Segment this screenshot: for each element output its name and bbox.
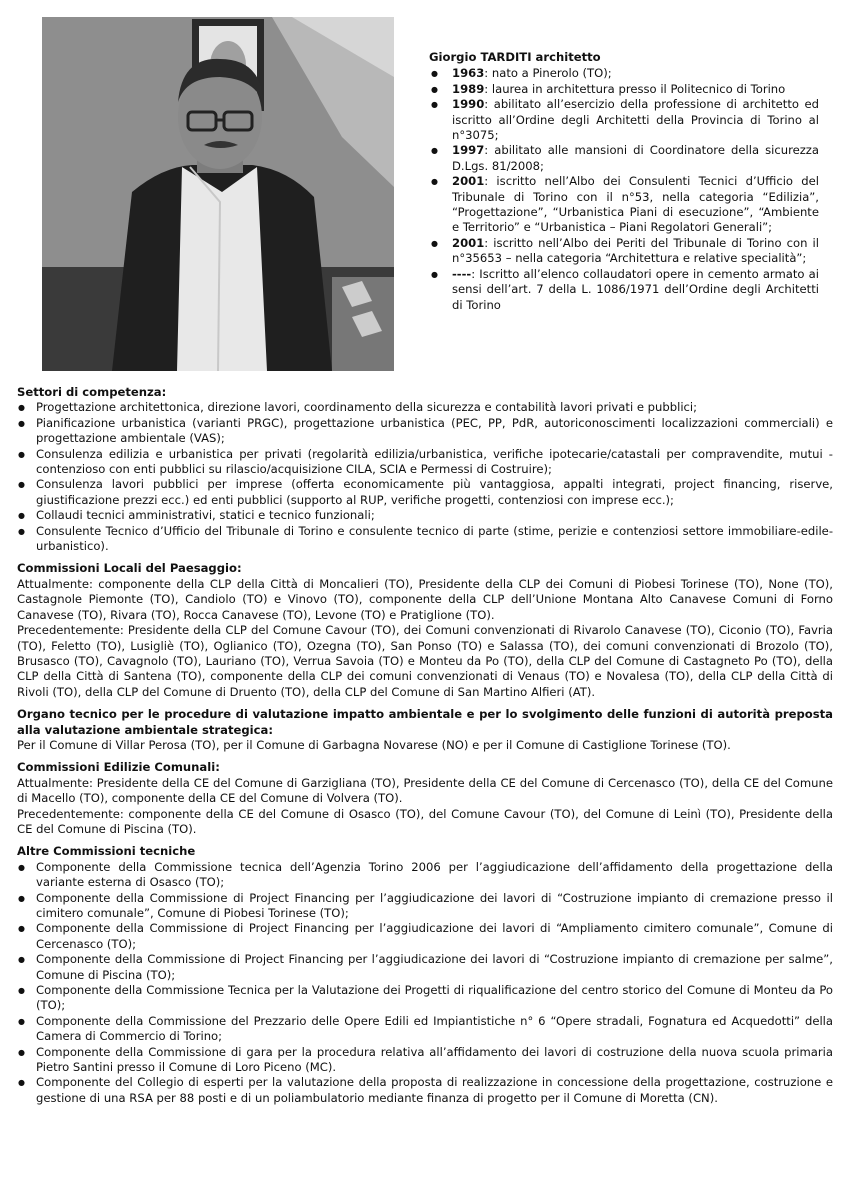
career-item <box>452 174 819 236</box>
career-text: : abilitato all’esercizio della professione di architetto ed iscritto all’Ordine degli Architetti della Provincia di Torino al n°3075; <box>452 97 819 143</box>
career-item <box>452 143 819 174</box>
list-item: ● Componente della Commissione di Project Financing per l’aggiudicazione dei lavori di “Costruzione impianto di cremazione per salme”, Comune di Piscina (TO); <box>36 952 833 983</box>
list-item: ● Progettazione architettonica, direzione lavori, coordinamento della sicurezza e contabilità lavori privati e pubblici; <box>36 400 833 415</box>
career-year: 2001 <box>452 174 485 189</box>
career-year: 1989 <box>452 81 485 96</box>
list-item: ● Componente della Commissione di Project Financing per l’aggiudicazione dei lavori di “Costruzione impianto di cremazione presso il cimitero comunale”, Comune di Piobesi Torinese (TO); <box>36 891 833 922</box>
career-item <box>452 236 819 267</box>
career-year: ---- <box>452 266 472 281</box>
career-year: 2001 <box>452 235 485 250</box>
list-item: ● Componente della Commissione del Prezzario delle Opere Edili ed Impiantistiche n° 6 “Opere stradali, Fognatura ed Acquedotti” della Camera di Commercio di Torino; <box>36 1014 833 1045</box>
career-text: : iscritto nell’Albo dei Consulenti Tecnici d’Ufficio del Tribunale di Torino con il n°53, nella categoria “Edilizia”, “Progettazione”, “Urbanistica Piani di esecuzione”, “Ambiente e Territorio” e “Urbanistica – Piani Regolatori Generali”; <box>452 174 819 235</box>
portrait-illustration <box>42 17 394 371</box>
career-year: 1963 <box>452 66 485 81</box>
paragraph: Precedentemente: Presidente della CLP del Comune Cavour (TO), dei Comuni convenzionati di Rivarolo Canavese (TO), Ciconio (TO), Favria (TO), Feletto (TO), Lusigliè (TO), Oglianico (TO), Ozegna (TO), San Ponso (TO) e Salassa (TO), dei comuni convenzionati di Brozolo (TO), Brusasco (TO), Cavagnolo (TO), Lauriano (TO), Verrua Savoia (TO) e Monteu da Po (TO), della CLP del Comune di Castagneto Po (TO), della CLP della Città di Santena (TO), componente della CLP dei comuni convenzionati di Venaus (TO) e Novalesa (TO), della CLP della Città di Rivoli (TO), della CLP del Comune di Druento (TO), della CLP del Comune di San Martino Alfieri (AT). <box>17 623 833 699</box>
list-item: ● Consulente Tecnico d’Ufficio del Tribunale di Torino e consulente tecnico di parte (stime, perizie e contenziosi settore immobiliare-edile-urbanistico). <box>36 524 833 555</box>
list-item: ● Collaudi tecnici amministrativi, statici e tecnico funzionali; <box>36 508 833 523</box>
career-item <box>452 66 819 81</box>
career-text: : Iscritto all’elenco collaudatori opere in cemento armato ai sensi dell’art. 7 della L. 1086/1971 dell’Ordine degli Architetti di Torino <box>452 266 819 312</box>
section-title: Organo tecnico per le procedure di valutazione impatto ambientale e per lo svolgimento delle funzioni di autorità preposta alla valutazione ambientale strategica: <box>17 707 833 737</box>
cv-header <box>429 50 819 313</box>
list-item: ● Consulenza lavori pubblici per imprese (offerta economicamente più vantaggiosa, appalti integrati, project financing, riserve, giustificazione prezzi ecc.) ed enti pubblici (supporto al RUP, verifiche progetti, contenziosi con imprese ecc.); <box>36 477 833 508</box>
paragraph: Precedentemente: componente della CE del Comune di Osasco (TO), del Comune Cavour (TO), del Comune di Leinì (TO), Presidente della CE del Comune di Piscina (TO). <box>17 806 833 836</box>
career-text: : laurea in architettura presso il Politecnico di Torino <box>484 81 786 96</box>
paragraph: Per il Comune di Villar Perosa (TO), per il Comune di Garbagna Novarese (NO) e per il Comune di Castiglione Torinese (TO). <box>17 737 731 752</box>
career-year: 1997 <box>452 143 485 158</box>
list-item: ● Pianificazione urbanistica (varianti PRGC), progettazione urbanistica (PEC, PP, PdR, autoriconoscimenti localizzazioni commerciali) e progettazione ambientale (VAS); <box>36 416 833 447</box>
list-item: ● Componente del Collegio di esperti per la valutazione della proposta di realizzazione in concessione della progettazione, costruzione e gestione di una RSA per 88 posti e di un poliambulatorio mediante finanza di progetto per il Comune di Moretta (CN). <box>36 1075 833 1106</box>
list-item: ● Componente della Commissione di gara per la procedura relativa all’affidamento dei lavori di costruzione della nuova scuola primaria Pietro Santini presso il Comune di Loro Piceno (MC). <box>36 1045 833 1076</box>
section-ce <box>17 760 833 837</box>
section-title: Commissioni Locali del Paesaggio: <box>17 561 242 576</box>
career-text: : iscritto nell’Albo dei Periti del Tribunale di Torino con il n°35653 – nella categoria “Architettura e relative specialità”; <box>452 235 819 266</box>
career-list <box>429 66 819 313</box>
career-item <box>452 82 819 97</box>
section-settori <box>17 385 833 554</box>
paragraph: Attualmente: Presidente della CE del Comune di Garzigliana (TO), Presidente della CE del Comune di Cercenasco (TO), della CE del Comune di Macello (TO), componente della CE del Comune di Volvera (TO). <box>17 775 833 806</box>
career-year: 1990 <box>452 97 485 112</box>
paragraph: Attualmente: componente della CLP della Città di Moncalieri (TO), Presidente della CLP dei Comuni di Piobesi Torinese (TO), None (TO), Castagnole Piemonte (TO), Candiolo (TO) e Vinovo (TO), componente della CLP dell’Unione Montana Alto Canavese Comuni di Forno Canavese (TO), Rivara (TO), Rocca Canavese (TO), Levone (TO) e Pratiglione (TO). <box>17 576 833 622</box>
cv-body <box>17 385 833 1113</box>
section-title: Commissioni Edilizie Comunali: <box>17 760 220 775</box>
list-item: ● Componente della Commissione tecnica dell’Agenzia Torino 2006 per l’aggiudicazione dell’affidamento della progettazione della variante esterna di Osasco (TO); <box>36 860 833 891</box>
career-item <box>452 267 819 313</box>
list-item: ● Consulenza edilizia e urbanistica per privati (regolarità edilizia/urbanistica, verifiche ipotecarie/catastali per compravendite, mutui - contenzioso con enti pubblici su rilascio/acquisizione CILA, SCIA e Permessi di Costruire); <box>36 447 833 478</box>
altre-list <box>17 860 833 1107</box>
section-organo <box>17 707 833 753</box>
cv-name: Giorgio TARDITI architetto <box>429 50 601 64</box>
list-item: ● Componente della Commissione di Project Financing per l’aggiudicazione dei lavori di “Ampliamento cimitero comunale”, Comune di Cercenasco (TO); <box>36 921 833 952</box>
career-item <box>452 97 819 143</box>
portrait-photo <box>42 17 394 371</box>
list-item: ● Componente della Commissione Tecnica per la Valutazione dei Progetti di riqualificazione del centro storico del Comune di Monteu da Po (TO); <box>36 983 833 1014</box>
career-text: : abilitato alle mansioni di Coordinatore della sicurezza D.Lgs. 81/2008; <box>452 143 819 173</box>
settori-list <box>17 400 833 554</box>
section-title: Altre Commissioni tecniche <box>17 844 196 859</box>
section-title: Settori di competenza: <box>17 385 167 399</box>
career-text: : nato a Pinerolo (TO); <box>484 66 612 81</box>
section-altre <box>17 844 833 1106</box>
section-clp <box>17 561 833 700</box>
